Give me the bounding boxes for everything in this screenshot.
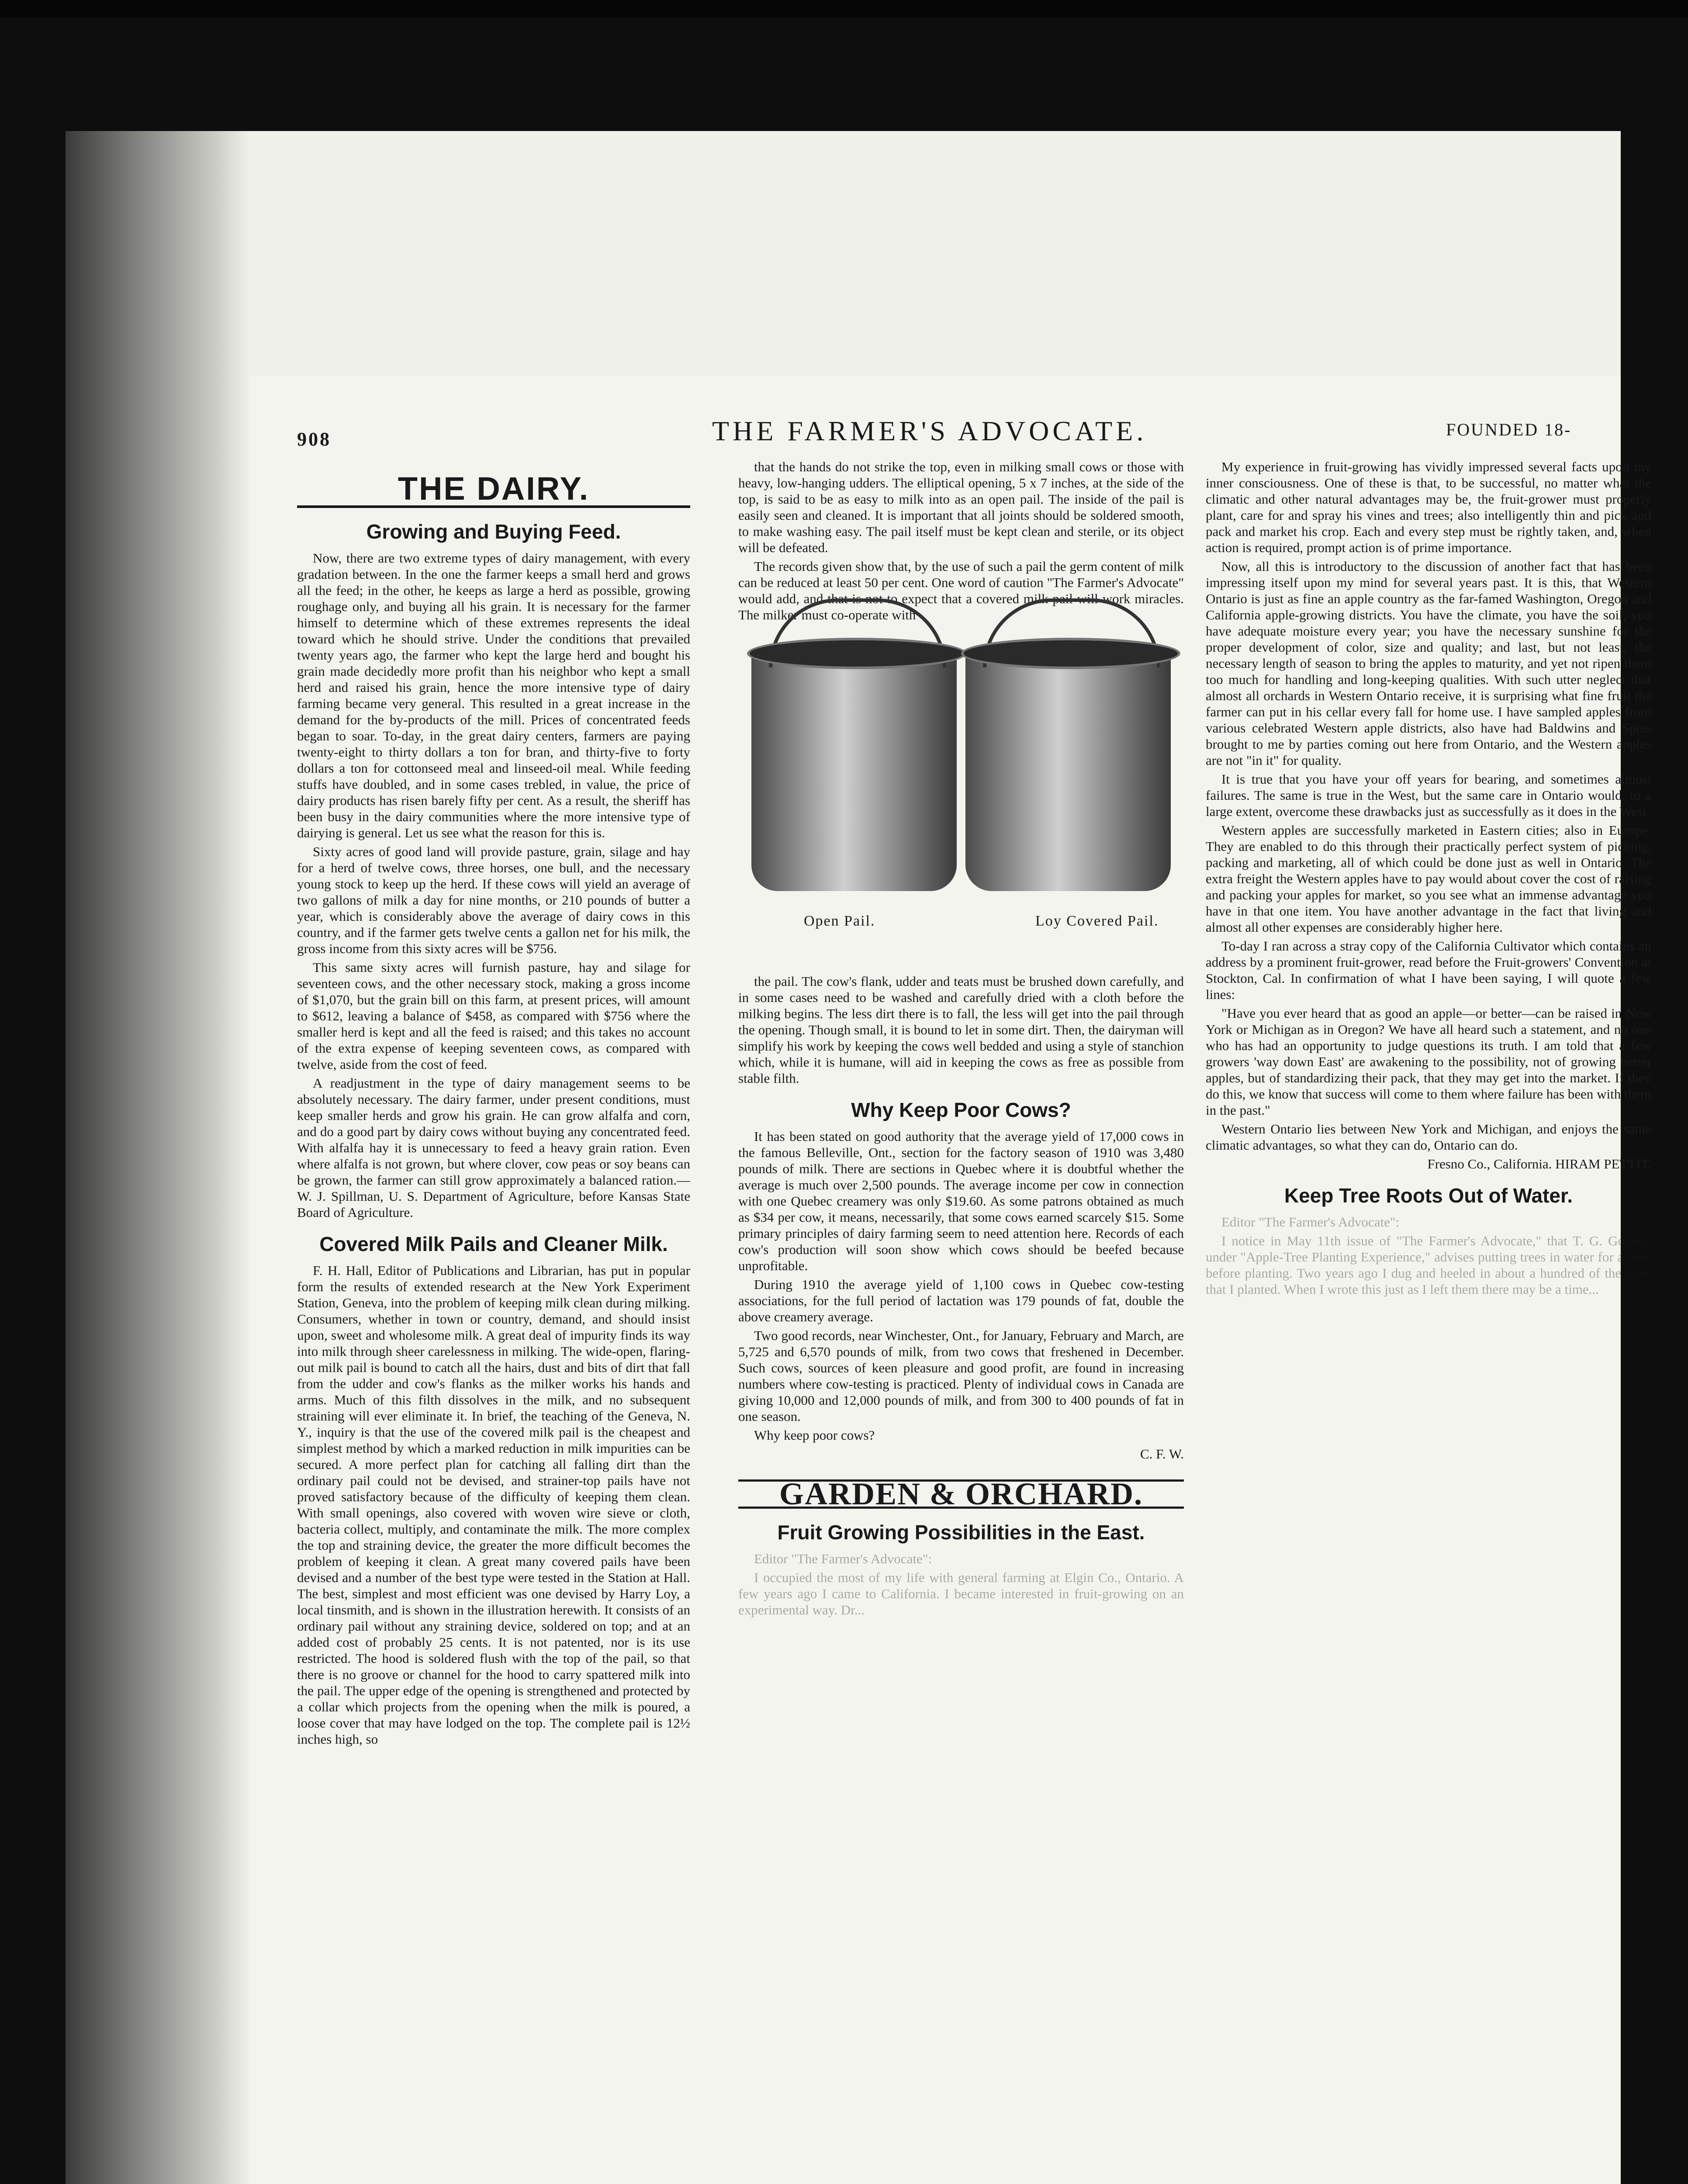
paragraph: Now, all this is introductory to the discussion of another fact that has been impressing itself upon my mind for several years past. It is this, that Western Ontario is just as fine an apple country as the far-famed Washington, Oregon and California apple-growing districts. You have the climate, you have the soil, you have adequate moisture every year; you have the necessary sunshine for the proper development of color, size and quality; and last, but not least, the necessary length of season to bring the apples to maturity, and yet not ripen them too much for handling and long-keeping qualities. With such utter neglect that almost all orchards in Western Ontario receive, it is surprising what fine fruit the farmer can put in his cellar every fall for home use. I have sampled apples from various celebrated Western apple districts, also have had Baldwins and Spies brought to me by parties coming out here from Ontario, and the Western apples are not "in it" for quality.: [1206, 559, 1651, 768]
shadow-bleed: [66, 131, 249, 2184]
article-title-pails: Covered Milk Pails and Cleaner Milk.: [319, 1233, 668, 1255]
paragraph: To-day I ran across a stray copy of the California Cultivator which contains an address by a prominent fruit-grower, read before the Fruit-growers' Convention at Stockton, Cal. In confirmation of what I have been saying, I will quote a few lines:: [1206, 938, 1651, 1002]
faded-text-block: [738, 1551, 1184, 1618]
paragraph: "Have you ever heard that as good an apple—or better—can be raised in New York or Michigan as in Oregon? We have all heard such a statement, and no one who has had an opportunity to judge questions its truth. I am told that a few growers 'way down East' are awakening to the possibility, not of growing better apples, but of standardizing their pack, that they may get into the market. If they do this, we know that success will come to them where failure has been with them in the past.": [1206, 1006, 1651, 1118]
paragraph: that the hands do not strike the top, even in milking small cows or those with heavy, low-hanging udders. The elliptical opening, 5 x 7 inches, at the side of the top, is said to be as easy to milk into as an open pail. The inside of the pail is easily seen and cleaned. It is important that all joints should be soldered smooth, to make washing easy. The pail itself must be kept clean and sterile, or its object will be defeated.: [738, 459, 1184, 555]
paragraph: The records given show that, by the use of such a pail the germ content of milk can be reduced at least 50 per cent. One word of caution "The Farmer's Advocate" would add, and that is not to expect that a covered milk pail will work miracles. The milker must co-operate with: [738, 559, 1184, 622]
pail-rim: [961, 638, 1180, 669]
paragraph: Editor "The Farmer's Advocate":: [1221, 1214, 1400, 1230]
masthead: THE FARMER'S ADVOCATE.: [712, 415, 1147, 446]
paragraph: It is true that you have your off years for bearing, and sometimes almost failures. The same is true in the West, but the same care in Ontario would, to a large extent, overcome these drawbacks just as successfully as it does in the West.: [1206, 771, 1651, 819]
column-2: [738, 459, 1184, 1621]
article-title-fruit: Fruit Growing Possibilities in the East.: [777, 1521, 1145, 1544]
paragraph: It has been stated on good authority that the average yield of 17,000 cows in the famous Belleville, Ont., section for the factory season of 1910 was 3,480 pounds of milk. There are sections in Quebec where it is doubtful whether the average is much over 2,500 pounds. The average income per cow in connection with one Quebec creamery was only $19.60. As some patrons obtained as much as $34 per cow, it means, necessarily, that some cows earned scarcely $15. Some primary principles of dairy farming seem to need attention here. Records of each cow's production will soon show which cows should be beefed because unprofitable.: [738, 1129, 1184, 1273]
paragraph: Two good records, near Winchester, Ont., for January, February and March, are 5,725 and 6,570 pounds of milk, from two cows that freshened in December. Such cows, sources of keen pleasure and good profit, are found in increasing numbers where cow-testing is practiced. Plenty of individual cows in Canada are giving 10,000 and 12,000 pounds of milk, and from 300 to 400 pounds of fat in one season.: [738, 1328, 1184, 1424]
paragraph: F. H. Hall, Editor of Publications and Librarian, has put in popular form the results of extended research at the New York Experiment Station, Geneva, into the problem of keeping milk clean during milking. Consumers, whether in town or country, demand, and should insist upon, sweet and wholesome milk. A great deal of impurity finds its way into milk through sheer carelessness in milking. The wide-open, flaring-out milk pail is bound to catch all the hairs, dust and bits of dirt that fall from the udder and cow's flanks as the milker works his hands and arms. Much of this filth dissolves in the milk, and no subsequent straining will ever eliminate it. In brief, the teaching of the Geneva, N. Y., inquiry is that the use of the covered milk pail is the cheapest and simplest method by which a marked reduction in milk impurities can be secured. A more perfect plan for catching all falling dirt than the ordinary pail could not be devised, and strainer-top pails have not proved satisfactory because of the difficulty of keeping them clean. With small openings, also covered with woven wire sieve or cloth, bacteria collect, multiply, and contaminate the milk. The more complex the top and straining device, the greater the more difficult becomes the problem of keeping it clean. A great many covered pails have been devised and a number of the best type were tested in the Station at Hall. The best, simplest and most efficient was one devised by Harry Loy, a local tinsmith, and is shown in the illustration herewith. It consists of an ordinary pail without any straining device, soldered on top; and at an added cost of probably 25 cents. It is not patented, nor is its use restricted. The hood is soldered flush with the top of the pail, so that there is no groove or channel for the hood to carry spattered milk into the pail. The upper edge of the opening is strengthened and protected by a collar which projects from the opening when the milk is poured, a loose cover that may have lodged on the top. The complete pail is 12½ inches high, so: [297, 1263, 690, 1747]
caption-covered-pail: Loy Covered Pail.: [1035, 913, 1159, 929]
newspaper-page: [249, 376, 1651, 2184]
section-title-garden: GARDEN & ORCHARD.: [738, 1479, 1184, 1509]
founded-label: FOUNDED 18-: [1446, 420, 1572, 439]
paragraph: Editor "The Farmer's Advocate":: [754, 1551, 932, 1566]
paragraph: This same sixty acres will furnish pasture, hay and silage for seventeen cows, and the other necessary stock, making a gross income of $1,070, but the grain bill on this farm, at present prices, will amount to $612, leaving a balance of $458, as compared with $756 where the smaller herd is kept and all the feed is raised; and this takes no account of the extra expense of keeping seventeen cows, as compared with twelve, aside from the cost of feed.: [297, 960, 690, 1072]
article-title-roots: Keep Tree Roots Out of Water.: [1284, 1184, 1573, 1207]
column-1: [297, 459, 690, 1750]
open-pail-image: [751, 646, 957, 891]
article-title-growing: Growing and Buying Feed.: [366, 520, 621, 543]
signature: C. F. W.: [1140, 1446, 1184, 1462]
paragraph: During 1910 the average yield of 1,100 cows in Quebec cow-testing associations, for the full period of lactation was 179 pounds of fat, double the above creamery average.: [738, 1277, 1184, 1324]
paragraph: the pail. The cow's flank, udder and teats must be brushed down carefully, and in some cases need to be washed and carefully dried with a cloth before the milking begins. The less dirt there is to fall, the less will get into the pail through the opening. Though small, it is bound to let in some dirt. Then, the dairyman will simplify his work by keeping the cows well bedded and using a style of stanchion which, while it is humane, will aid in keeping the cows as free as possible from stable filth.: [738, 974, 1184, 1086]
page-number: 908: [297, 429, 331, 450]
film-border: [0, 0, 1688, 17]
paragraph: I notice in May 11th issue of "The Farmer's Advocate," that T. G. Golden, under "Apple-Tree Planting Experience," advises putting trees in water for a time before planting. Two years ago I dug and heeled in about a hundred of the trees that I planted. When I wrote this just as I left them there may be a time...: [1206, 1233, 1651, 1297]
paragraph: I occupied the most of my life with general farming at Elgin Co., Ontario. A few years ago I came to California. I became interested in fruit-growing on an experimental way. Dr...: [738, 1570, 1184, 1617]
paragraph: Western Ontario lies between New York and Michigan, and enjoys the same climatic advantages, so what they can do, Ontario can do.: [1206, 1121, 1651, 1153]
signature-block: [1206, 1156, 1651, 1172]
covered-pail-image: [965, 646, 1171, 891]
caption-open-pail: Open Pail.: [804, 913, 875, 929]
faded-text-block: [1206, 1214, 1651, 1297]
paragraph: My experience in fruit-growing has vividly impressed several facts upon my inner consciousness. One of these is that, to be successful, no matter what the climatic and other natural advantages may be, the fruit-grower must properly plant, care for and spray his vines and trees; also intelligently thin and pick and pack and market his crop. Each and every step must be rightly taken, and, when action is required, prompt action is of prime importance.: [1206, 459, 1651, 555]
paragraph: A readjustment in the type of dairy management seems to be absolutely necessary. The dairy farmer, under present conditions, must keep smaller herds and grow his grain. He can grow alfalfa and corn, and do a good part by dairy cows without buying any concentrated feed. With alfalfa hay it is unnecessary to feed a heavy grain ration. Even where alfalfa is not grown, but where clover, cow peas or soy beans can be grown, the farmer can still grow approximately a balanced ration.—W. J. Spillman, U. S. Department of Agriculture, before Kansas State Board of Agriculture.: [297, 1075, 690, 1220]
pails-illustration: [738, 633, 1184, 965]
pail-rim: [747, 638, 966, 669]
paragraph: Now, there are two extreme types of dairy management, with every gradation between. In the one the farmer keeps a small herd and grows all the feed; in the other, he keeps as large a herd as possible, growing roughage only, and buying all his grain. It is necessary for the farmer himself to determine which of these extremes represents the ideal toward which he should strive. Under the conditions that prevailed twenty years ago, the farmer who kept the large herd and bought his grain made decidedly more profit than his neighbor who kept a small herd and raised his grain, hence the more intensive type of dairy farming became very general. This resulted in a great increase in the demand for the by-products of the mill. Prices of concentrated feeds began to soar. To-day, in the great dairy centers, farmers are paying twenty-eight to thirty dollars a ton for bran, and thirty-five to forty dollars a ton for cottonseed meal and linseed-oil meal. While feeding stuffs have doubled, and in some cases trebled, in value, the price of dairy products has risen barely fifty per cent. As a result, the sheriff has been busy in the dairy communities where the more intensive type of dairying is general. Let us see what the reason for this is.: [297, 550, 690, 840]
section-title-dairy: THE DAIRY.: [398, 470, 590, 507]
paragraph: Western apples are successfully marketed in Eastern cities; also in Europe. They are enabled to do this through their practically perfect system of picking, packing and marketing, all of which could be done just as well in Ontario. The extra freight the Western apples have to pay would about cover the cost of raising and packing your apples for market, so you see what an immense advantage you have in that one item. You have another advantage in the fact that living and almost all other expenses are considerably higher here.: [1206, 822, 1651, 935]
signature: HIRAM PETTIT.: [1555, 1156, 1651, 1171]
article-title-poor-cows: Why Keep Poor Cows?: [851, 1099, 1071, 1121]
paragraph: Sixty acres of good land will provide pasture, grain, silage and hay for a herd of twelve cows, three horses, one bull, and the necessary young stock to keep up the herd. If these cows will yield an average of two gallons of milk a day for nine months, or 210 pounds of butter a year, which is considerably above the average of dairy cows in this country, and if the farmer gets twelve cents a gallon net for his milk, the gross income from this sixty acres will be $756.: [297, 844, 690, 956]
signature-place: Fresno Co., California.: [1427, 1156, 1552, 1171]
paragraph: Why keep poor cows?: [754, 1427, 875, 1443]
column-3: [1206, 459, 1651, 1300]
